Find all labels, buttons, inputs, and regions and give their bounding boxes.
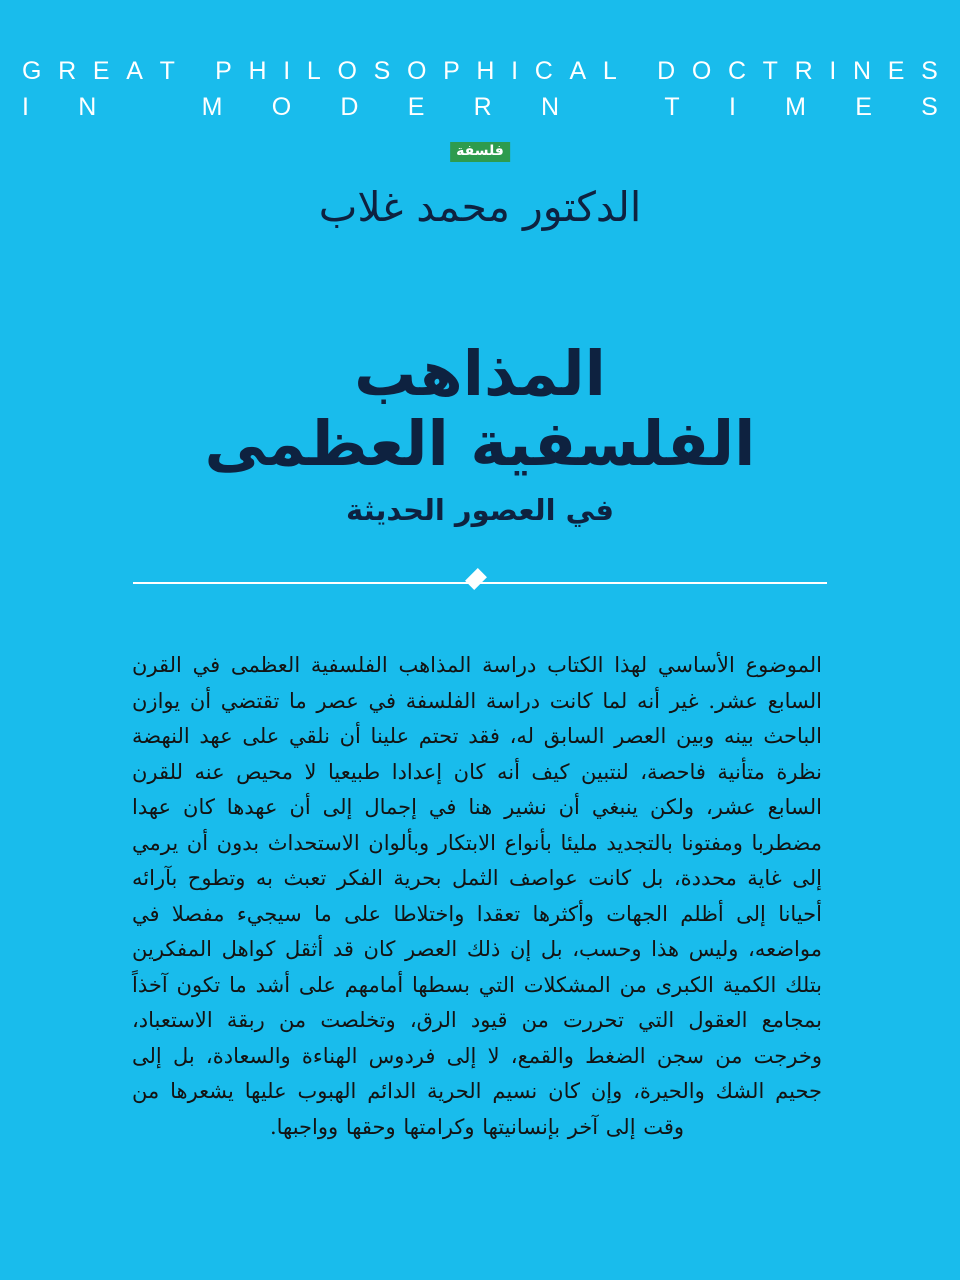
english-header-line-2: I N M O D E R N T I M E S (22, 93, 938, 121)
book-title-line-1: المذاهب (354, 337, 606, 410)
english-header-line-1: G R E A T P H I L O S O P H I C A L D O C T R I N E S (22, 57, 938, 85)
english-header (22, 55, 938, 124)
back-cover-blurb: الموضوع الأساسي لهذا الكتاب دراسة المذاهب الفلسفية العظمى في القرن السابع عشر. غير أنه لما كانت دراسة الفلسفة في عصر ما تقتضي أن يوازن الباحث بينه وبين العصر السابق له، فقد تحتم علينا أن نلقي على عهد النهضة نظرة متأنية فاحصة، لنتبين كيف أنه كان إعدادا طبيعيا لا محيص عنه للقرن السابع عشر، ولكن ينبغي أن نشير هنا في إجمال إلى أن عهدها كان عهدا مضطربا ومفتونا بالتجديد مليئا بأنواع الابتكار وبألوان الاستحداث بدون أن يرمي إلى غاية محددة، بل كانت عواصف الثمل بحرية الفكر تعبث به وتطوح بآرائه أحيانا إلى أظلم الجهات وأكثرها تعقدا واختلاطا على ما سيجيء مفصلا في مواضعه، وليس هذا وحسب، بل إن ذلك العصر كان قد أثقل كواهل المفكرين بتلك الكمية الكبرى من المشكلات التي بسطها أمامهم على أشد ما تكون آخذاً بمجامع العقول التي تحررت من قيود الرق، وتخلصت من ربقة الاستعباد، وخرجت من سجن الضغط والقمع، لا إلى فردوس الهناءة والسعادة، بل إلى جحيم الشك والحيرة، وإن كان نسيم الحرية الدائم الهبوب عليها يشعرها من وقت إلى آخر بإنسانيتها وكرامتها وحقها وواجبها. (132, 653, 822, 1139)
ornamental-divider (133, 570, 827, 596)
category-badge: فلسفة (450, 142, 510, 162)
title-block (0, 337, 960, 528)
book-title-line-2: الفلسفية العظمى (204, 407, 756, 480)
diamond-icon (465, 568, 487, 590)
book-subtitle: في العصور الحديثة (346, 493, 614, 527)
author-name: الدكتور محمد غلاب (318, 183, 642, 231)
